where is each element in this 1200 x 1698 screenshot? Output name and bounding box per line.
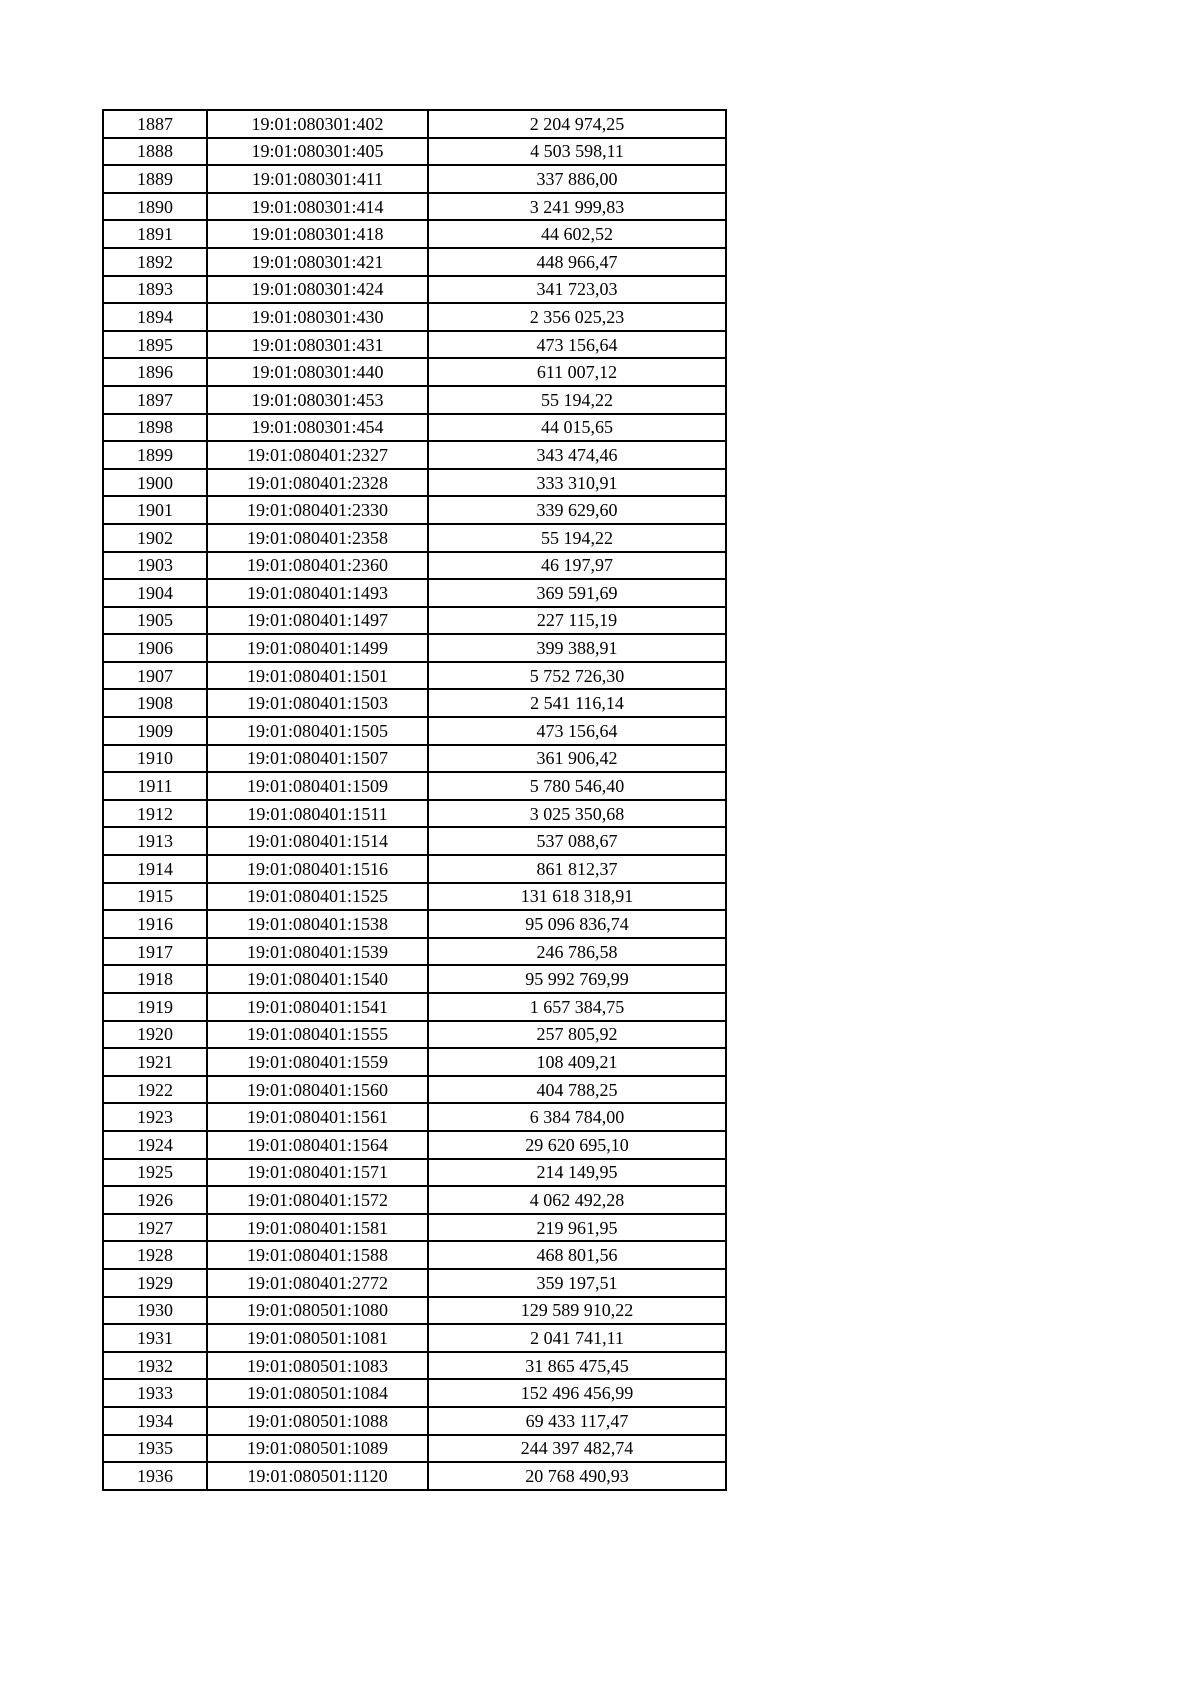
row-number-cell: 1905 <box>103 607 207 635</box>
row-number-cell: 1891 <box>103 220 207 248</box>
cadastral-number-cell: 19:01:080401:1501 <box>207 662 428 690</box>
row-number-cell: 1888 <box>103 138 207 166</box>
table-row <box>103 1435 726 1463</box>
row-number-cell: 1933 <box>103 1379 207 1407</box>
row-number-cell: 1892 <box>103 248 207 276</box>
cadastral-value-cell: 2 041 741,11 <box>428 1324 726 1352</box>
cadastral-value-cell: 399 388,91 <box>428 634 726 662</box>
row-number-cell: 1901 <box>103 496 207 524</box>
cadastral-value-cell: 339 629,60 <box>428 496 726 524</box>
table-row <box>103 993 726 1021</box>
table-row <box>103 386 726 414</box>
cadastral-value-cell: 95 096 836,74 <box>428 910 726 938</box>
row-number-cell: 1890 <box>103 193 207 221</box>
row-number-cell: 1934 <box>103 1407 207 1435</box>
cadastral-number-cell: 19:01:080401:1539 <box>207 938 428 966</box>
cadastral-number-cell: 19:01:080401:1581 <box>207 1214 428 1242</box>
cadastral-value-cell: 2 356 025,23 <box>428 303 726 331</box>
table-row <box>103 165 726 193</box>
cadastral-number-cell: 19:01:080301:414 <box>207 193 428 221</box>
cadastral-value-cell: 152 496 456,99 <box>428 1379 726 1407</box>
table-row <box>103 827 726 855</box>
cadastral-number-cell: 19:01:080401:1499 <box>207 634 428 662</box>
cadastral-number-cell: 19:01:080301:405 <box>207 138 428 166</box>
row-number-cell: 1936 <box>103 1462 207 1490</box>
cadastral-value-cell: 337 886,00 <box>428 165 726 193</box>
cadastral-value-cell: 3 241 999,83 <box>428 193 726 221</box>
cadastral-value-cell: 369 591,69 <box>428 579 726 607</box>
cadastral-number-cell: 19:01:080401:2358 <box>207 524 428 552</box>
cadastral-value-cell: 404 788,25 <box>428 1076 726 1104</box>
row-number-cell: 1911 <box>103 772 207 800</box>
row-number-cell: 1929 <box>103 1269 207 1297</box>
cadastral-number-cell: 19:01:080401:1509 <box>207 772 428 800</box>
cadastral-value-cell: 46 197,97 <box>428 552 726 580</box>
cadastral-value-cell: 95 992 769,99 <box>428 965 726 993</box>
table-row <box>103 496 726 524</box>
table-row <box>103 358 726 386</box>
row-number-cell: 1898 <box>103 414 207 442</box>
table-row <box>103 717 726 745</box>
cadastral-value-cell: 1 657 384,75 <box>428 993 726 1021</box>
row-number-cell: 1924 <box>103 1131 207 1159</box>
cadastral-number-cell: 19:01:080401:1497 <box>207 607 428 635</box>
cadastral-number-cell: 19:01:080401:1503 <box>207 689 428 717</box>
cadastral-value-cell: 333 310,91 <box>428 469 726 497</box>
cadastral-value-cell: 2 204 974,25 <box>428 110 726 138</box>
row-number-cell: 1903 <box>103 552 207 580</box>
table-row <box>103 1159 726 1187</box>
cadastral-value-cell: 359 197,51 <box>428 1269 726 1297</box>
row-number-cell: 1889 <box>103 165 207 193</box>
table-row <box>103 220 726 248</box>
table-row <box>103 276 726 304</box>
cadastral-value-cell: 537 088,67 <box>428 827 726 855</box>
cadastral-value-cell: 69 433 117,47 <box>428 1407 726 1435</box>
table-row <box>103 1297 726 1325</box>
table-row <box>103 689 726 717</box>
cadastral-value-cell: 4 062 492,28 <box>428 1186 726 1214</box>
table-row <box>103 579 726 607</box>
row-number-cell: 1917 <box>103 938 207 966</box>
table-row <box>103 883 726 911</box>
cadastral-value-cell: 246 786,58 <box>428 938 726 966</box>
cadastral-value-cell: 343 474,46 <box>428 441 726 469</box>
cadastral-value-cell: 31 865 475,45 <box>428 1352 726 1380</box>
table-row <box>103 524 726 552</box>
row-number-cell: 1897 <box>103 386 207 414</box>
cadastral-number-cell: 19:01:080501:1089 <box>207 1435 428 1463</box>
cadastral-number-cell: 19:01:080401:1572 <box>207 1186 428 1214</box>
table-row <box>103 1214 726 1242</box>
row-number-cell: 1902 <box>103 524 207 552</box>
row-number-cell: 1919 <box>103 993 207 1021</box>
table-row <box>103 1048 726 1076</box>
cadastral-value-cell: 6 384 784,00 <box>428 1103 726 1131</box>
cadastral-value-cell: 131 618 318,91 <box>428 883 726 911</box>
cadastral-value-cell: 257 805,92 <box>428 1021 726 1049</box>
cadastral-value-cell: 861 812,37 <box>428 855 726 883</box>
row-number-cell: 1893 <box>103 276 207 304</box>
cadastral-number-cell: 19:01:080401:2772 <box>207 1269 428 1297</box>
table-row <box>103 331 726 359</box>
table-row <box>103 607 726 635</box>
row-number-cell: 1921 <box>103 1048 207 1076</box>
row-number-cell: 1922 <box>103 1076 207 1104</box>
cadastral-number-cell: 19:01:080401:1493 <box>207 579 428 607</box>
table-row <box>103 1462 726 1490</box>
table-row <box>103 938 726 966</box>
cadastral-value-cell: 55 194,22 <box>428 386 726 414</box>
table-row <box>103 248 726 276</box>
table-row <box>103 1186 726 1214</box>
table-row <box>103 1131 726 1159</box>
cadastral-number-cell: 19:01:080401:1561 <box>207 1103 428 1131</box>
cadastral-number-cell: 19:01:080401:1516 <box>207 855 428 883</box>
cadastral-number-cell: 19:01:080301:402 <box>207 110 428 138</box>
cadastral-value-table <box>102 109 727 1491</box>
table-row <box>103 1407 726 1435</box>
table-row <box>103 745 726 773</box>
row-number-cell: 1923 <box>103 1103 207 1131</box>
table-row <box>103 1103 726 1131</box>
cadastral-value-cell: 214 149,95 <box>428 1159 726 1187</box>
cadastral-number-cell: 19:01:080401:1514 <box>207 827 428 855</box>
table-row <box>103 1076 726 1104</box>
cadastral-number-cell: 19:01:080501:1120 <box>207 1462 428 1490</box>
cadastral-number-cell: 19:01:080401:1507 <box>207 745 428 773</box>
cadastral-number-cell: 19:01:080401:1564 <box>207 1131 428 1159</box>
cadastral-number-cell: 19:01:080501:1088 <box>207 1407 428 1435</box>
table-row <box>103 110 726 138</box>
cadastral-number-cell: 19:01:080301:453 <box>207 386 428 414</box>
cadastral-number-cell: 19:01:080401:1505 <box>207 717 428 745</box>
cadastral-number-cell: 19:01:080501:1084 <box>207 1379 428 1407</box>
table-row <box>103 800 726 828</box>
cadastral-value-cell: 468 801,56 <box>428 1241 726 1269</box>
table-row <box>103 1352 726 1380</box>
cadastral-number-cell: 19:01:080401:1588 <box>207 1241 428 1269</box>
row-number-cell: 1914 <box>103 855 207 883</box>
cadastral-value-cell: 44 015,65 <box>428 414 726 442</box>
cadastral-value-cell: 244 397 482,74 <box>428 1435 726 1463</box>
cadastral-number-cell: 19:01:080301:421 <box>207 248 428 276</box>
row-number-cell: 1932 <box>103 1352 207 1380</box>
row-number-cell: 1930 <box>103 1297 207 1325</box>
cadastral-number-cell: 19:01:080401:1559 <box>207 1048 428 1076</box>
cadastral-value-cell: 44 602,52 <box>428 220 726 248</box>
row-number-cell: 1907 <box>103 662 207 690</box>
cadastral-value-cell: 3 025 350,68 <box>428 800 726 828</box>
row-number-cell: 1909 <box>103 717 207 745</box>
table-row <box>103 965 726 993</box>
row-number-cell: 1912 <box>103 800 207 828</box>
row-number-cell: 1931 <box>103 1324 207 1352</box>
cadastral-value-cell: 341 723,03 <box>428 276 726 304</box>
cadastral-value-cell: 473 156,64 <box>428 331 726 359</box>
table-row <box>103 634 726 662</box>
cadastral-number-cell: 19:01:080501:1080 <box>207 1297 428 1325</box>
cadastral-value-cell: 20 768 490,93 <box>428 1462 726 1490</box>
cadastral-value-cell: 55 194,22 <box>428 524 726 552</box>
cadastral-number-cell: 19:01:080501:1083 <box>207 1352 428 1380</box>
cadastral-value-cell: 219 961,95 <box>428 1214 726 1242</box>
cadastral-number-cell: 19:01:080501:1081 <box>207 1324 428 1352</box>
cadastral-value-cell: 2 541 116,14 <box>428 689 726 717</box>
row-number-cell: 1899 <box>103 441 207 469</box>
row-number-cell: 1910 <box>103 745 207 773</box>
cadastral-number-cell: 19:01:080401:1538 <box>207 910 428 938</box>
cadastral-value-cell: 227 115,19 <box>428 607 726 635</box>
row-number-cell: 1915 <box>103 883 207 911</box>
cadastral-number-cell: 19:01:080401:1555 <box>207 1021 428 1049</box>
row-number-cell: 1925 <box>103 1159 207 1187</box>
cadastral-number-cell: 19:01:080301:454 <box>207 414 428 442</box>
table-row <box>103 469 726 497</box>
cadastral-value-cell: 129 589 910,22 <box>428 1297 726 1325</box>
table-row <box>103 138 726 166</box>
table-row <box>103 1269 726 1297</box>
table-row <box>103 1379 726 1407</box>
cadastral-number-cell: 19:01:080301:440 <box>207 358 428 386</box>
cadastral-number-cell: 19:01:080401:1525 <box>207 883 428 911</box>
cadastral-number-cell: 19:01:080401:1541 <box>207 993 428 1021</box>
cadastral-number-cell: 19:01:080401:1511 <box>207 800 428 828</box>
row-number-cell: 1920 <box>103 1021 207 1049</box>
table-row <box>103 552 726 580</box>
cadastral-number-cell: 19:01:080401:1540 <box>207 965 428 993</box>
row-number-cell: 1926 <box>103 1186 207 1214</box>
row-number-cell: 1927 <box>103 1214 207 1242</box>
table-body <box>103 110 726 1490</box>
row-number-cell: 1904 <box>103 579 207 607</box>
cadastral-value-cell: 5 752 726,30 <box>428 662 726 690</box>
cadastral-number-cell: 19:01:080301:418 <box>207 220 428 248</box>
row-number-cell: 1918 <box>103 965 207 993</box>
cadastral-value-cell: 108 409,21 <box>428 1048 726 1076</box>
table-row <box>103 414 726 442</box>
table-row <box>103 193 726 221</box>
row-number-cell: 1895 <box>103 331 207 359</box>
table-row <box>103 303 726 331</box>
row-number-cell: 1908 <box>103 689 207 717</box>
table-row <box>103 1021 726 1049</box>
cadastral-value-cell: 4 503 598,11 <box>428 138 726 166</box>
row-number-cell: 1916 <box>103 910 207 938</box>
cadastral-number-cell: 19:01:080401:2360 <box>207 552 428 580</box>
row-number-cell: 1887 <box>103 110 207 138</box>
cadastral-value-cell: 611 007,12 <box>428 358 726 386</box>
row-number-cell: 1913 <box>103 827 207 855</box>
cadastral-value-cell: 29 620 695,10 <box>428 1131 726 1159</box>
cadastral-value-cell: 5 780 546,40 <box>428 772 726 800</box>
cadastral-number-cell: 19:01:080301:411 <box>207 165 428 193</box>
row-number-cell: 1928 <box>103 1241 207 1269</box>
cadastral-number-cell: 19:01:080401:2328 <box>207 469 428 497</box>
cadastral-number-cell: 19:01:080401:1560 <box>207 1076 428 1104</box>
row-number-cell: 1935 <box>103 1435 207 1463</box>
row-number-cell: 1894 <box>103 303 207 331</box>
table-row <box>103 441 726 469</box>
cadastral-number-cell: 19:01:080301:430 <box>207 303 428 331</box>
cadastral-value-cell: 361 906,42 <box>428 745 726 773</box>
table-row <box>103 772 726 800</box>
table-row <box>103 1241 726 1269</box>
row-number-cell: 1896 <box>103 358 207 386</box>
row-number-cell: 1900 <box>103 469 207 497</box>
table-row <box>103 910 726 938</box>
row-number-cell: 1906 <box>103 634 207 662</box>
cadastral-number-cell: 19:01:080401:1571 <box>207 1159 428 1187</box>
cadastral-number-cell: 19:01:080301:424 <box>207 276 428 304</box>
cadastral-value-cell: 448 966,47 <box>428 248 726 276</box>
table-row <box>103 855 726 883</box>
cadastral-number-cell: 19:01:080401:2330 <box>207 496 428 524</box>
cadastral-number-cell: 19:01:080401:2327 <box>207 441 428 469</box>
table-row <box>103 1324 726 1352</box>
cadastral-number-cell: 19:01:080301:431 <box>207 331 428 359</box>
cadastral-value-cell: 473 156,64 <box>428 717 726 745</box>
table-row <box>103 662 726 690</box>
